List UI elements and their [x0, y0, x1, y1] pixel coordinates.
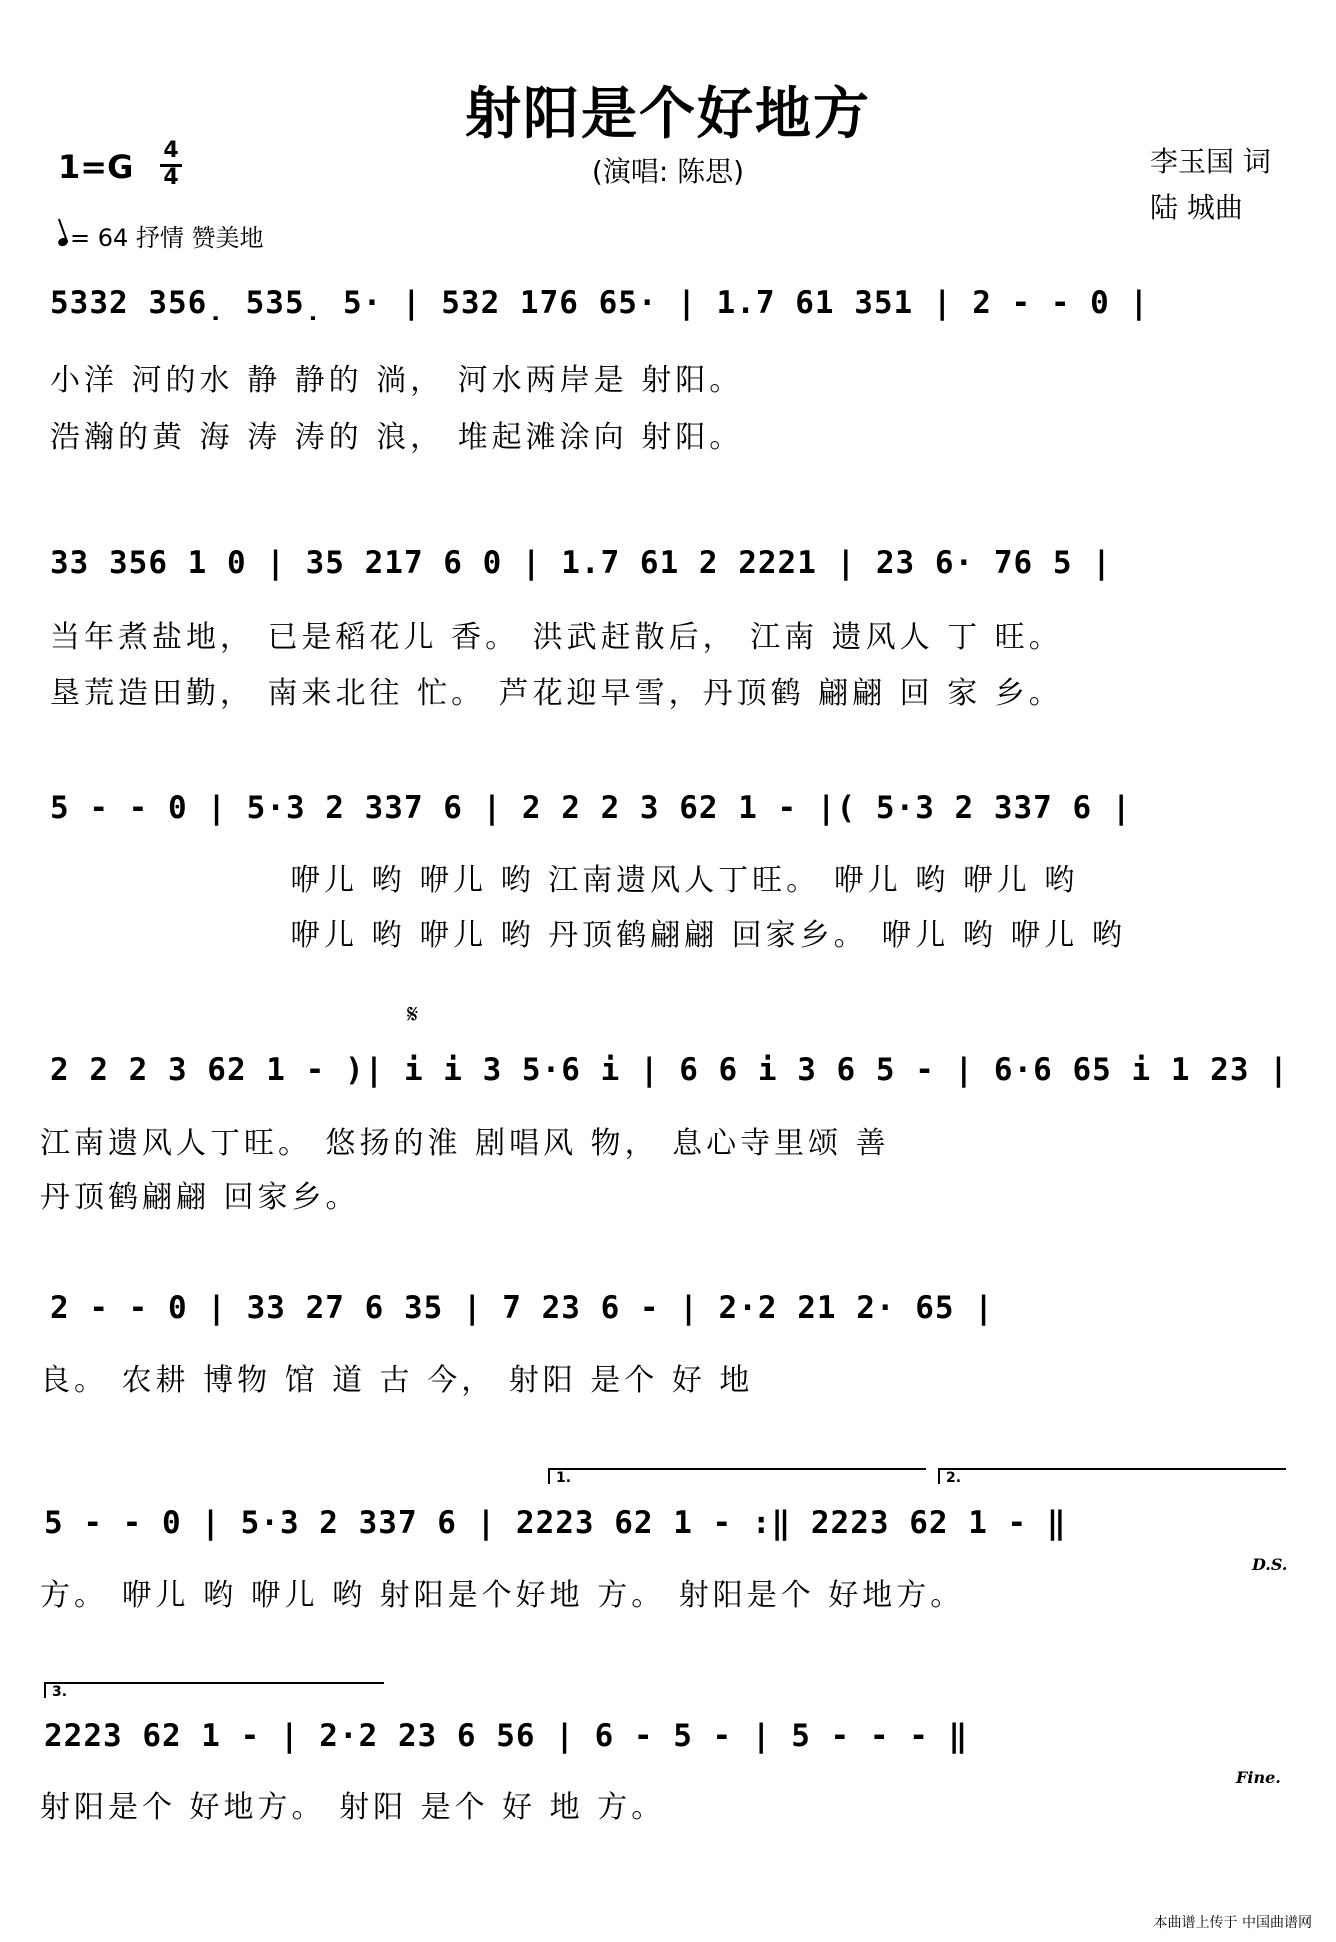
score-line-3-notes: 5 - - 0 | 5·3 2 337 6 | 2 2 2 3 62 1 - |( 5·3 2 337 6 | [50, 790, 1132, 826]
score-line-2-lyric-verse-1: 当年煮盐地， 已是稻花儿 香。 洪武赶散后， 江南 遗风人 丁 旺。 [50, 620, 1063, 655]
fine-marker: Fine. [1236, 1768, 1281, 1787]
score-line-1-lyric-verse-2: 浩瀚的黄 海 涛 涛的 浪， 堆起滩涂向 射阳。 [50, 420, 744, 455]
score-line-3-lyric-verse-2: 咿儿 哟 咿儿 哟 丹顶鹤翩翩 回家乡。 咿儿 哟 咿儿 哟 [290, 918, 1126, 953]
key-signature: 1=G [58, 148, 134, 186]
page-title: 射阳是个好地方 [465, 81, 871, 147]
quarter-note-icon [57, 237, 69, 248]
time-signature-top: 4 [160, 140, 182, 167]
score-line-4-notes: 2 2 2 3 62 1 - )| i i 3 5·6 i | 6 6 i 3 6 5 - | 6·6 65 i 1 23 | [50, 1052, 1289, 1088]
score-line-7-lyric: 射阳是个 好地方。 射阳 是个 好 地 方。 [40, 1790, 666, 1825]
score-line-1-notes: 5332 356̣ 535̣ 5· | 532 176 65· | 1.7 61 351 | 2 - - 0 | [50, 285, 1150, 321]
tempo-text: = 64 抒情 赞美地 [70, 224, 264, 252]
composer-credit: 陆 城曲 [1150, 191, 1243, 224]
segno-icon: 𝄋 [407, 1000, 419, 1030]
ds-marker: D.S. [1252, 1555, 1288, 1574]
singer-credit: (演唱: 陈思) [591, 155, 745, 188]
volta-bracket-2: 2. [938, 1468, 1286, 1484]
score-line-1-lyric-verse-1: 小洋 河的水 静 静的 淌， 河水两岸是 射阳。 [50, 363, 744, 398]
footer-credit: 本曲谱上传于 中国曲谱网 [1153, 1915, 1312, 1931]
score-line-4-lyric-verse-2: 丹顶鹤翩翩 回家乡。 [40, 1180, 360, 1215]
time-signature [160, 140, 182, 189]
score-line-6-lyric: 方。 咿儿 哟 咿儿 哟 射阳是个好地 方。 射阳是个 好地方。 [40, 1578, 965, 1613]
volta-bracket-1: 1. [548, 1468, 926, 1484]
score-line-2-lyric-verse-2: 垦荒造田勤， 南来北往 忙。 芦花迎早雪，丹顶鹤 翩翩 回 家 乡。 [50, 676, 1063, 711]
time-signature-bottom: 4 [163, 165, 179, 190]
score-line-3-lyric-verse-1: 咿儿 哟 咿儿 哟 江南遗风人丁旺。 咿儿 哟 咿儿 哟 [290, 863, 1079, 898]
score-line-2-notes: 33 356 1 0 | 35 217 6 0 | 1.7 61 2 2221 | 23 6· 76 5 | [50, 545, 1112, 581]
score-line-4-lyric-verse-1: 江南遗风人丁旺。 悠扬的淮 剧唱风 物， 息心寺里颂 善 [40, 1126, 890, 1161]
score-line-6-notes: 5 - - 0 | 5·3 2 337 6 | 2223 62 1 - :‖ 2223 62 1 - ‖ [44, 1505, 1067, 1541]
lyricist-credit: 李玉国 词 [1150, 145, 1271, 178]
tempo-marking [58, 218, 264, 253]
score-line-5-notes: 2 - - 0 | 33 27 6 35 | 7 23 6 - | 2·2 21 2· 65 | [50, 1290, 994, 1326]
volta-bracket-3: 3. [44, 1682, 384, 1698]
score-line-7-notes: 2223 62 1 - | 2·2 23 6 56 | 6 - 5 - | 5 - - - ‖ [44, 1718, 969, 1754]
score-line-5-lyric: 良。 农耕 博物 馆 道 古 今， 射阳 是个 好 地 [40, 1363, 754, 1398]
